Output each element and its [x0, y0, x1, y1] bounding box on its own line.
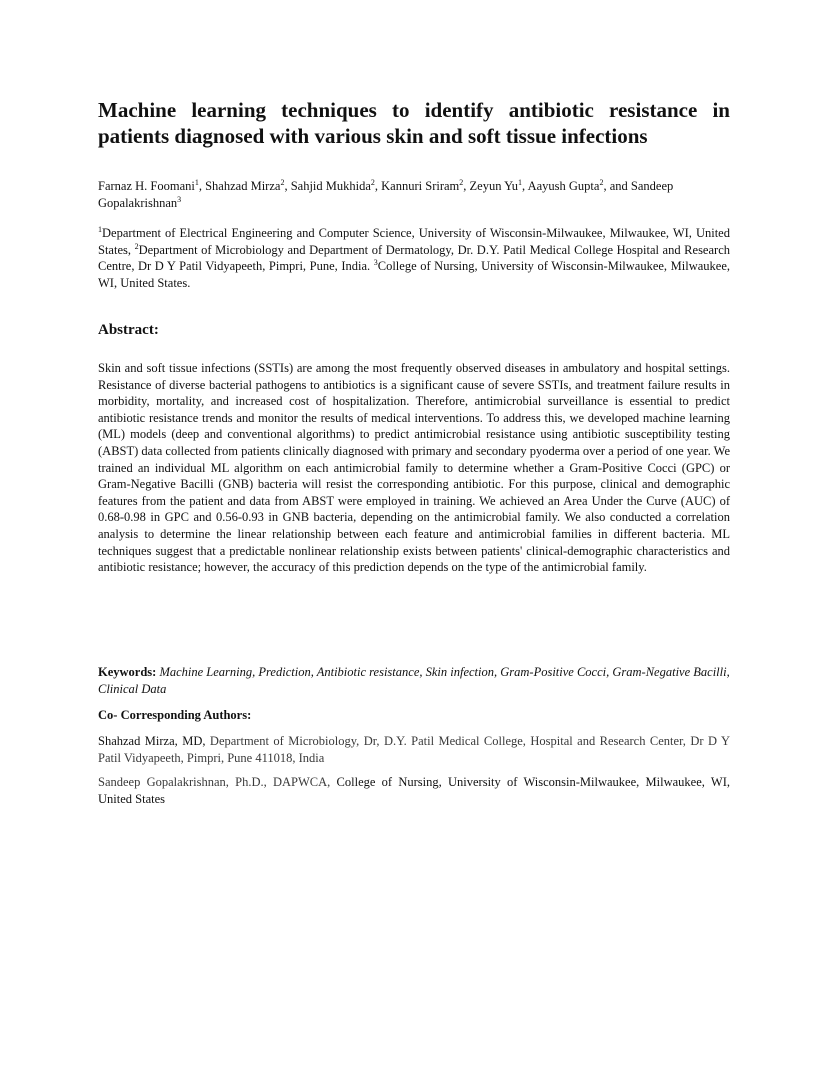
author [381, 179, 469, 193]
corresponding-author-details: College of Nursing, University of Wisconsin-Milwaukee, Milwaukee, WI, United States [98, 775, 730, 806]
author-name: Kannuri Sriram [381, 179, 460, 193]
author-separator: , [284, 179, 291, 193]
author-separator: , and [603, 179, 631, 193]
author-name: Farnaz H. Foomani [98, 179, 195, 193]
keywords-terms: Machine Learning, Prediction, Antibiotic resistance, Skin infection, Gram-Positive Cocci, Gram-Negative Bacilli, Clinical Data [98, 665, 730, 696]
corresponding-author-name: Shahzad Mirza, MD, [98, 734, 206, 748]
corresponding-author-name: Sandeep Gopalakrishnan, Ph.D., DAPWCA, [98, 775, 331, 789]
corresponding-author-details: Department of Microbiology, Dr, D.Y. Patil Medical College, Hospital and Research Center, Dr D Y Patil Vidyapeeth, Pimpri, Pune 411018, India [98, 734, 730, 765]
author [291, 179, 381, 193]
author-affiliation-mark: 2 [459, 177, 464, 187]
author-separator: , [522, 179, 528, 193]
author-affiliation-mark: 2 [280, 177, 285, 187]
author-name: Sandeep Gopalakrishnan [98, 179, 674, 210]
author-name: Shahzad Mirza [205, 179, 281, 193]
paper-title: Machine learning techniques to identify antibiotic resistance in patients diagnosed with various skin and soft tissue infections [98, 98, 730, 148]
author [528, 179, 631, 193]
author-affiliation-mark: 2 [370, 177, 375, 187]
author-affiliation-mark: 1 [194, 177, 199, 187]
keywords [98, 664, 730, 697]
keywords-label: Keywords: [98, 665, 157, 679]
affiliation-number: 3 [373, 257, 378, 267]
author-separator: , [198, 179, 206, 193]
abstract-body: Skin and soft tissue infections (SSTIs) are among the most frequently observed diseases in ambulatory and hospital settings. Resistance of diverse bacterial pathogens to antibiotics is a significant cause of severe SSTIs, and treatment failure results in morbidity, mortality, and increased cost of hospitalization. Therefore, antimicrobial surveillance is essential to predict antibiotic resistance trends and monitor the results of medical interventions. To address this, we developed machine learning (ML) models (deep and conventional algorithms) to predict antimicrobial resistance using antibiotic susceptibility testing (ABST) data collected from patients clinically diagnosed with primary and secondary pyoderma over a period of one year. We trained an individual ML algorithm on each antimicrobial family to determine whether a Gram-Positive Cocci (GPC) or Gram-Negative Bacilli (GNB) bacteria will resist the corresponding antibiotic. For this purpose, clinical and demographic features from the patient and data from ABST were employed in training. We achieved an Area Under the Curve (AUC) of 0.68-0.98 in GPC and 0.56-0.93 in GNB bacteria, depending on the antimicrobial family. We also conducted a correlation analysis to determine the linear relationship between each feature and antimicrobial families in different bacteria. ML techniques suggest that a predictable nonlinear relationship exists between patients' clinical-demographic characteristics and antibiotic resistance; however, the accuracy of this prediction depends on the type of the antimicrobial family. [98, 361, 730, 575]
author-name: Zeyun Yu [469, 179, 519, 193]
author-separator: , [463, 179, 470, 193]
affiliation-number: 1 [98, 224, 102, 234]
affiliations [98, 225, 730, 291]
author-affiliation-mark: 3 [177, 194, 182, 204]
corresponding-author [98, 774, 730, 807]
author-name: Sahjid Mukhida [290, 179, 371, 193]
abstract-heading: Abstract: [98, 322, 159, 338]
affiliation-text: Department of Electrical Engineering and Computer Science, University of Wisconsin-Milwaukee, Milwaukee, WI, United States, [98, 226, 730, 257]
corresponding-author [98, 733, 730, 766]
corresponding-heading: Co- Corresponding Authors: [98, 708, 252, 722]
author [470, 179, 528, 193]
author-list [98, 178, 730, 211]
author-affiliation-mark: 2 [599, 177, 604, 187]
author-separator: , [374, 179, 382, 193]
author [98, 179, 205, 193]
author-affiliation-mark: 1 [518, 177, 523, 187]
author [205, 179, 291, 193]
author-name: Aayush Gupta [527, 179, 600, 193]
affiliation-text: Department of Microbiology and Department of Dermatology, Dr. D.Y. Patil Medical College Hospital and Research Centre, Dr D Y Patil Vidyapeeth, Pimpri, Pune, India. [98, 242, 730, 273]
affiliation-number: 2 [134, 241, 139, 251]
affiliation-text: College of Nursing, University of Wisconsin-Milwaukee, Milwaukee, WI, United States. [98, 259, 730, 290]
